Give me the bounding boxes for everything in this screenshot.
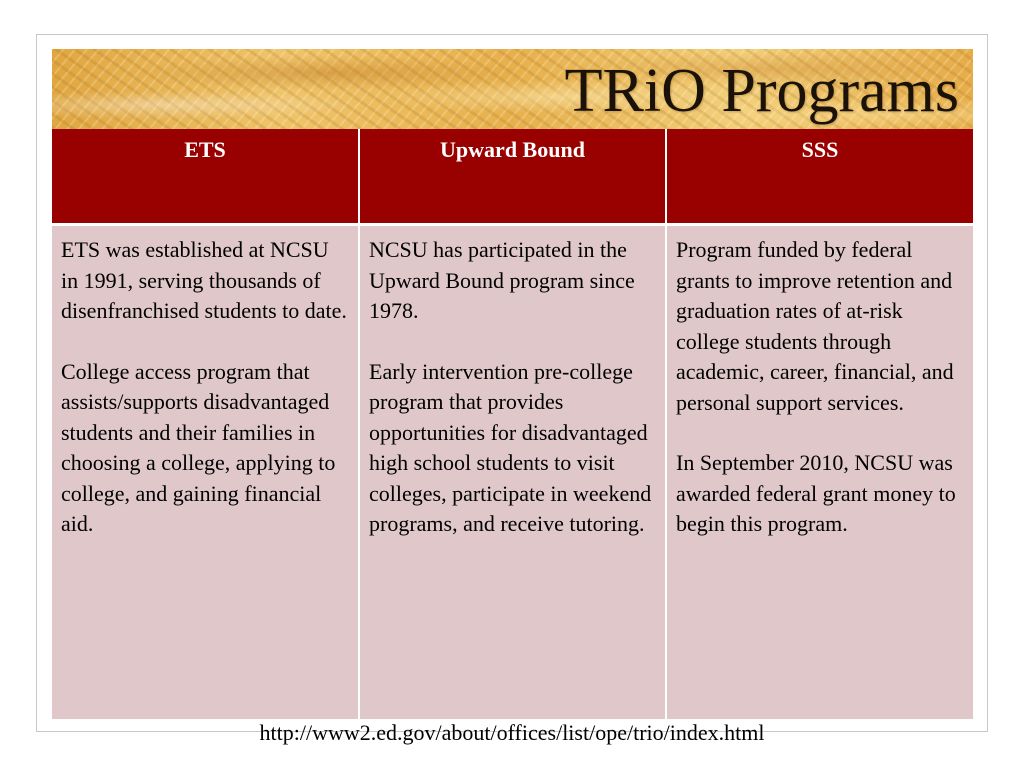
slide-title: TRiO Programs xyxy=(564,57,959,125)
table-header-row xyxy=(52,129,973,225)
cell-sss xyxy=(666,225,973,720)
sss-paragraph-2: In September 2010, NCSU was awarded federal grant money to begin this program. xyxy=(676,450,956,536)
ets-paragraph-1: ETS was established at NCSU in 1991, serving thousands of disenfranchised students to date. xyxy=(61,237,347,323)
upward-bound-paragraph-2: Early intervention pre-college program that provides opportunities for disadvantaged high school students to visit colleges, participate in weekend programs, and receive tutoring. xyxy=(369,358,652,536)
source-url[interactable]: http://www2.ed.gov/about/offices/list/ope/trio/index.html xyxy=(259,720,765,745)
header-sss: SSS xyxy=(666,129,973,225)
ets-paragraph-2: College access program that assists/supports disadvantaged students and their families in choosing a college, applying to college, and gaining financial aid. xyxy=(61,358,336,536)
cell-ets xyxy=(52,225,359,720)
title-banner xyxy=(52,49,973,129)
header-ets: ETS xyxy=(52,129,359,225)
cell-upward-bound xyxy=(359,225,666,720)
table-row xyxy=(52,225,973,720)
programs-table xyxy=(52,129,973,719)
sss-paragraph-1: Program funded by federal grants to improve retention and graduation rates of at-risk college students through academic, career, financial, and personal support services. xyxy=(676,237,954,415)
upward-bound-paragraph-1: NCSU has participated in the Upward Bound program since 1978. xyxy=(369,237,635,323)
header-upward-bound: Upward Bound xyxy=(359,129,666,225)
